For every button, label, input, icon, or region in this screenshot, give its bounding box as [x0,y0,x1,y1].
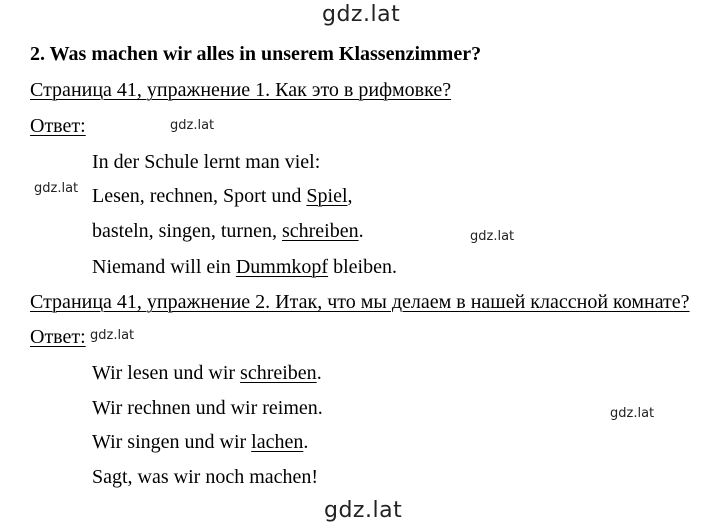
poem1-line-4 [92,255,397,279]
exercise2-heading: Страница 41, упражнение 2. Итак, что мы делаем в нашей классной комнате? [30,291,690,313]
exercise1-answer-label: Ответ: [30,115,86,137]
poem2-line-3-after: . [303,431,309,453]
poem2-line-2: Wir rechnen und wir reimen. [92,397,323,419]
poem1-line-2 [92,184,353,208]
poem2-line-3 [92,430,308,454]
poem1-line-3-text: basteln, singen, turnen, [92,220,282,242]
poem1-line-3-underlined: schreiben [281,220,359,242]
poem2-line-3-text: Wir singen und wir [92,431,252,453]
poem1-line-3 [92,219,364,243]
poem1-line-4-underlined: Dummkopf [235,256,329,278]
watermark-answer1: gdz.lat [170,118,215,133]
poem2-line-3-underlined: lachen [251,431,304,453]
poem2-line-4: Sagt, was wir noch machen! [92,466,319,488]
watermark-bottom: gdz.lat [324,498,403,523]
poem1-line-2-text: Lesen, rechnen, Sport und [92,185,307,207]
poem2-line-1-underlined: schreiben [240,362,317,384]
poem1-line-2-after: , [347,185,353,207]
watermark-poem1-left: gdz.lat [34,181,79,196]
poem2-line-1-text: Wir lesen und wir [92,362,241,384]
poem1-line-1: In der Schule lernt man viel: [92,151,321,173]
poem1-line-4-after: bleiben. [328,256,397,278]
watermark-answer2: gdz.lat [90,328,135,343]
page-title: 2. Was machen wir alles in unserem Klassenzimmer? [30,43,482,65]
poem1-line-2-underlined: Spiel [306,185,348,207]
watermark-top: gdz.lat [322,2,401,27]
poem2-line-1 [92,361,322,385]
watermark-poem1-right: gdz.lat [470,229,515,244]
poem2-line-1-after: . [316,362,322,384]
poem1-line-3-after: . [358,220,364,242]
exercise2-answer-label: Ответ: [30,326,86,348]
poem1-line-4-text: Niemand will ein [92,256,236,278]
watermark-poem2-right: gdz.lat [610,406,655,421]
exercise1-heading: Страница 41, упражнение 1. Как это в рифмовке? [30,79,452,101]
